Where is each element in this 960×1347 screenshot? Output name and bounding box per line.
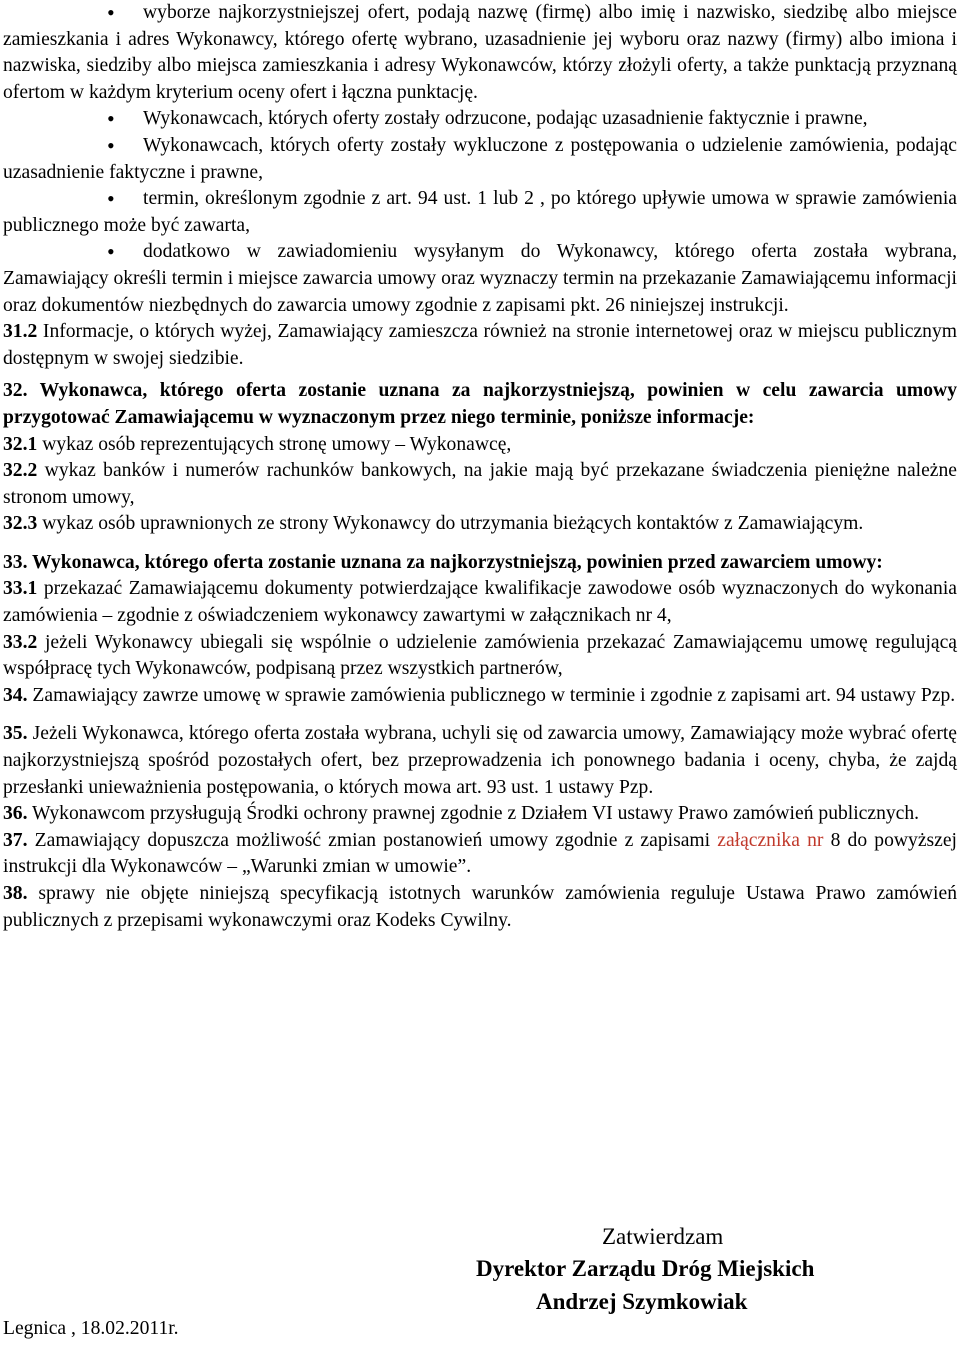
section-37: 37. Zamawiający dopuszcza możliwość zmian postanowień umowy zgodnie z zapisami załącznika nr 8 do powyższej instrukcji dla Wykonawców – „Warunki zmian w umowie”. [3,829,957,878]
attachment-reference: załącznika nr [717,829,824,851]
bullet-icon: • [107,239,115,265]
section-33-heading: 33. Wykonawca, którego oferta zostanie uznana za najkorzystniejszą, powinien przed zawarciem umowy: [3,551,883,573]
section-34: 34. Zamawiający zawrze umowę w sprawie zamówienia publicznego w terminie i zgodnie z zapisami art. 94 ustawy Pzp. [3,684,956,706]
signatory-name: Andrzej Szymkowiak [536,1289,748,1314]
section-32-2: 32.2 wykaz banków i numerów rachunków bankowych, na jakie mają być przekazane świadczenia pieniężne należne stronom umowy, [3,460,957,508]
document-date: Legnica , 18.02.2011r. [3,1318,179,1339]
section-31-2: 31.2 Informacje, o których wyżej, Zamawiający zamieszcza również na stronie internetowej oraz w miejscu publicznym dostępnym w swojej siedzibie. [3,321,957,369]
section-33-1: 33.1 przekazać Zamawiającemu dokumenty potwierdzające kwalifikacje zawodowe osób wyznaczonych do wykonania zamówienia – zgodnie z oświadczeniem wykonawcy zawartymi w załącznikach nr 4, [3,578,957,627]
section-35: 35. Jeżeli Wykonawca, którego oferta została wybrana, uchyli się od zawarcia umowy, Zamawiający może wybrać ofertę najkorzystniejszą spośród pozostałych ofert, bez przeprowadzenia ich ponownego badania i oceny, chyba, że zajdą przesłanki unieważnienia postępowania, o których mowa art. 93 ust. 1 ustawy Pzp. [3,723,957,798]
section-36: 36. Wykonawcom przysługują Środki ochrony prawnej zgodnie z Działem VI ustawy Prawo zamówień publicznych. [3,803,920,825]
section-38: 38. sprawy nie objęte niniejszą specyfikacją istotnych warunków zamówienia reguluje Ustawa Prawo zamówień publicznych z przepisami wykonawczymi oraz Kodeks Cywilny. [3,883,957,931]
section-32-heading: 32. Wykonawca, którego oferta zostanie uznana za najkorzystniejszą, powinien w celu zawarcia umowy przygotować Zamawiającemu w wyznaczonym przez niego terminie, poniższe informacje: [3,380,957,428]
section-32-3: 32.3 wykaz osób uprawnionych ze strony Wykonawcy do utrzymania bieżących kontaktów z Zamawiającym. [3,513,864,535]
signatory-title: Dyrektor Zarządu Dróg Miejskich [476,1256,815,1281]
bullet-icon: • [107,106,115,132]
approval-label: Zatwierdzam [602,1224,724,1249]
bullet-icon: • [107,132,115,158]
bullet-item-excluded: • Wykonawcach, których oferty zostały wykluczone z postępowania o udzielenie zamówienia, podając uzasadnienie faktyczne i prawne, [3,132,957,183]
bullet-item-term: • termin, określonym zgodnie z art. 94 ust. 1 lub 2 , po którego upływie umowa w sprawie zamówienia publicznego może być zawarta, [3,186,957,236]
bullet-item-rejected: • Wykonawcach, których oferty zostały odrzucone, podając uzasadnienie faktycznie i prawne, [107,106,868,132]
bullet-list [3,0,957,319]
bullet-item-choice: • wyborze najkorzystniejszej ofert, podają nazwę (firmę) albo imię i nazwisko, siedzibę albo miejsce zamieszkania i adres Wykonawcy, którego ofertę wybrano, uzasadnienie jej wyboru oraz nazwy (firmy) albo imiona i nazwiska, siedziby albo miejsca zamieszkania i adresy Wykonawców, którzy złożyli oferty, a także punktacją przyznaną ofertom w każdym kryterium oceny ofert i łączna punktację. [3,0,957,103]
section-32-1: 32.1 wykaz osób reprezentujących stronę umowy – Wykonawcę, [3,433,512,455]
bullet-icon: • [107,186,115,212]
section-33-2: 33.2 jeżeli Wykonawcy ubiegali się wspólnie o udzielenie zamówienia przekazać Zamawiającemu umowę regulującą współpracę tych Wykonawców, podpisaną przez wszystkich partnerów, [3,631,957,680]
bullet-icon: • [107,0,115,25]
bullet-item-notification: • dodatkowo w zawiadomieniu wysyłanym do Wykonawcy, którego oferta została wybrana, Zamawiający określi termin i miejsce zawarcia umowy oraz wyznaczy termin na przekazanie Zamawiającemu informacji oraz dokumentów niezbędnych do zawarcia umowy zgodnie z zapisami pkt. 26 niniejszej instrukcji. [3,239,957,316]
